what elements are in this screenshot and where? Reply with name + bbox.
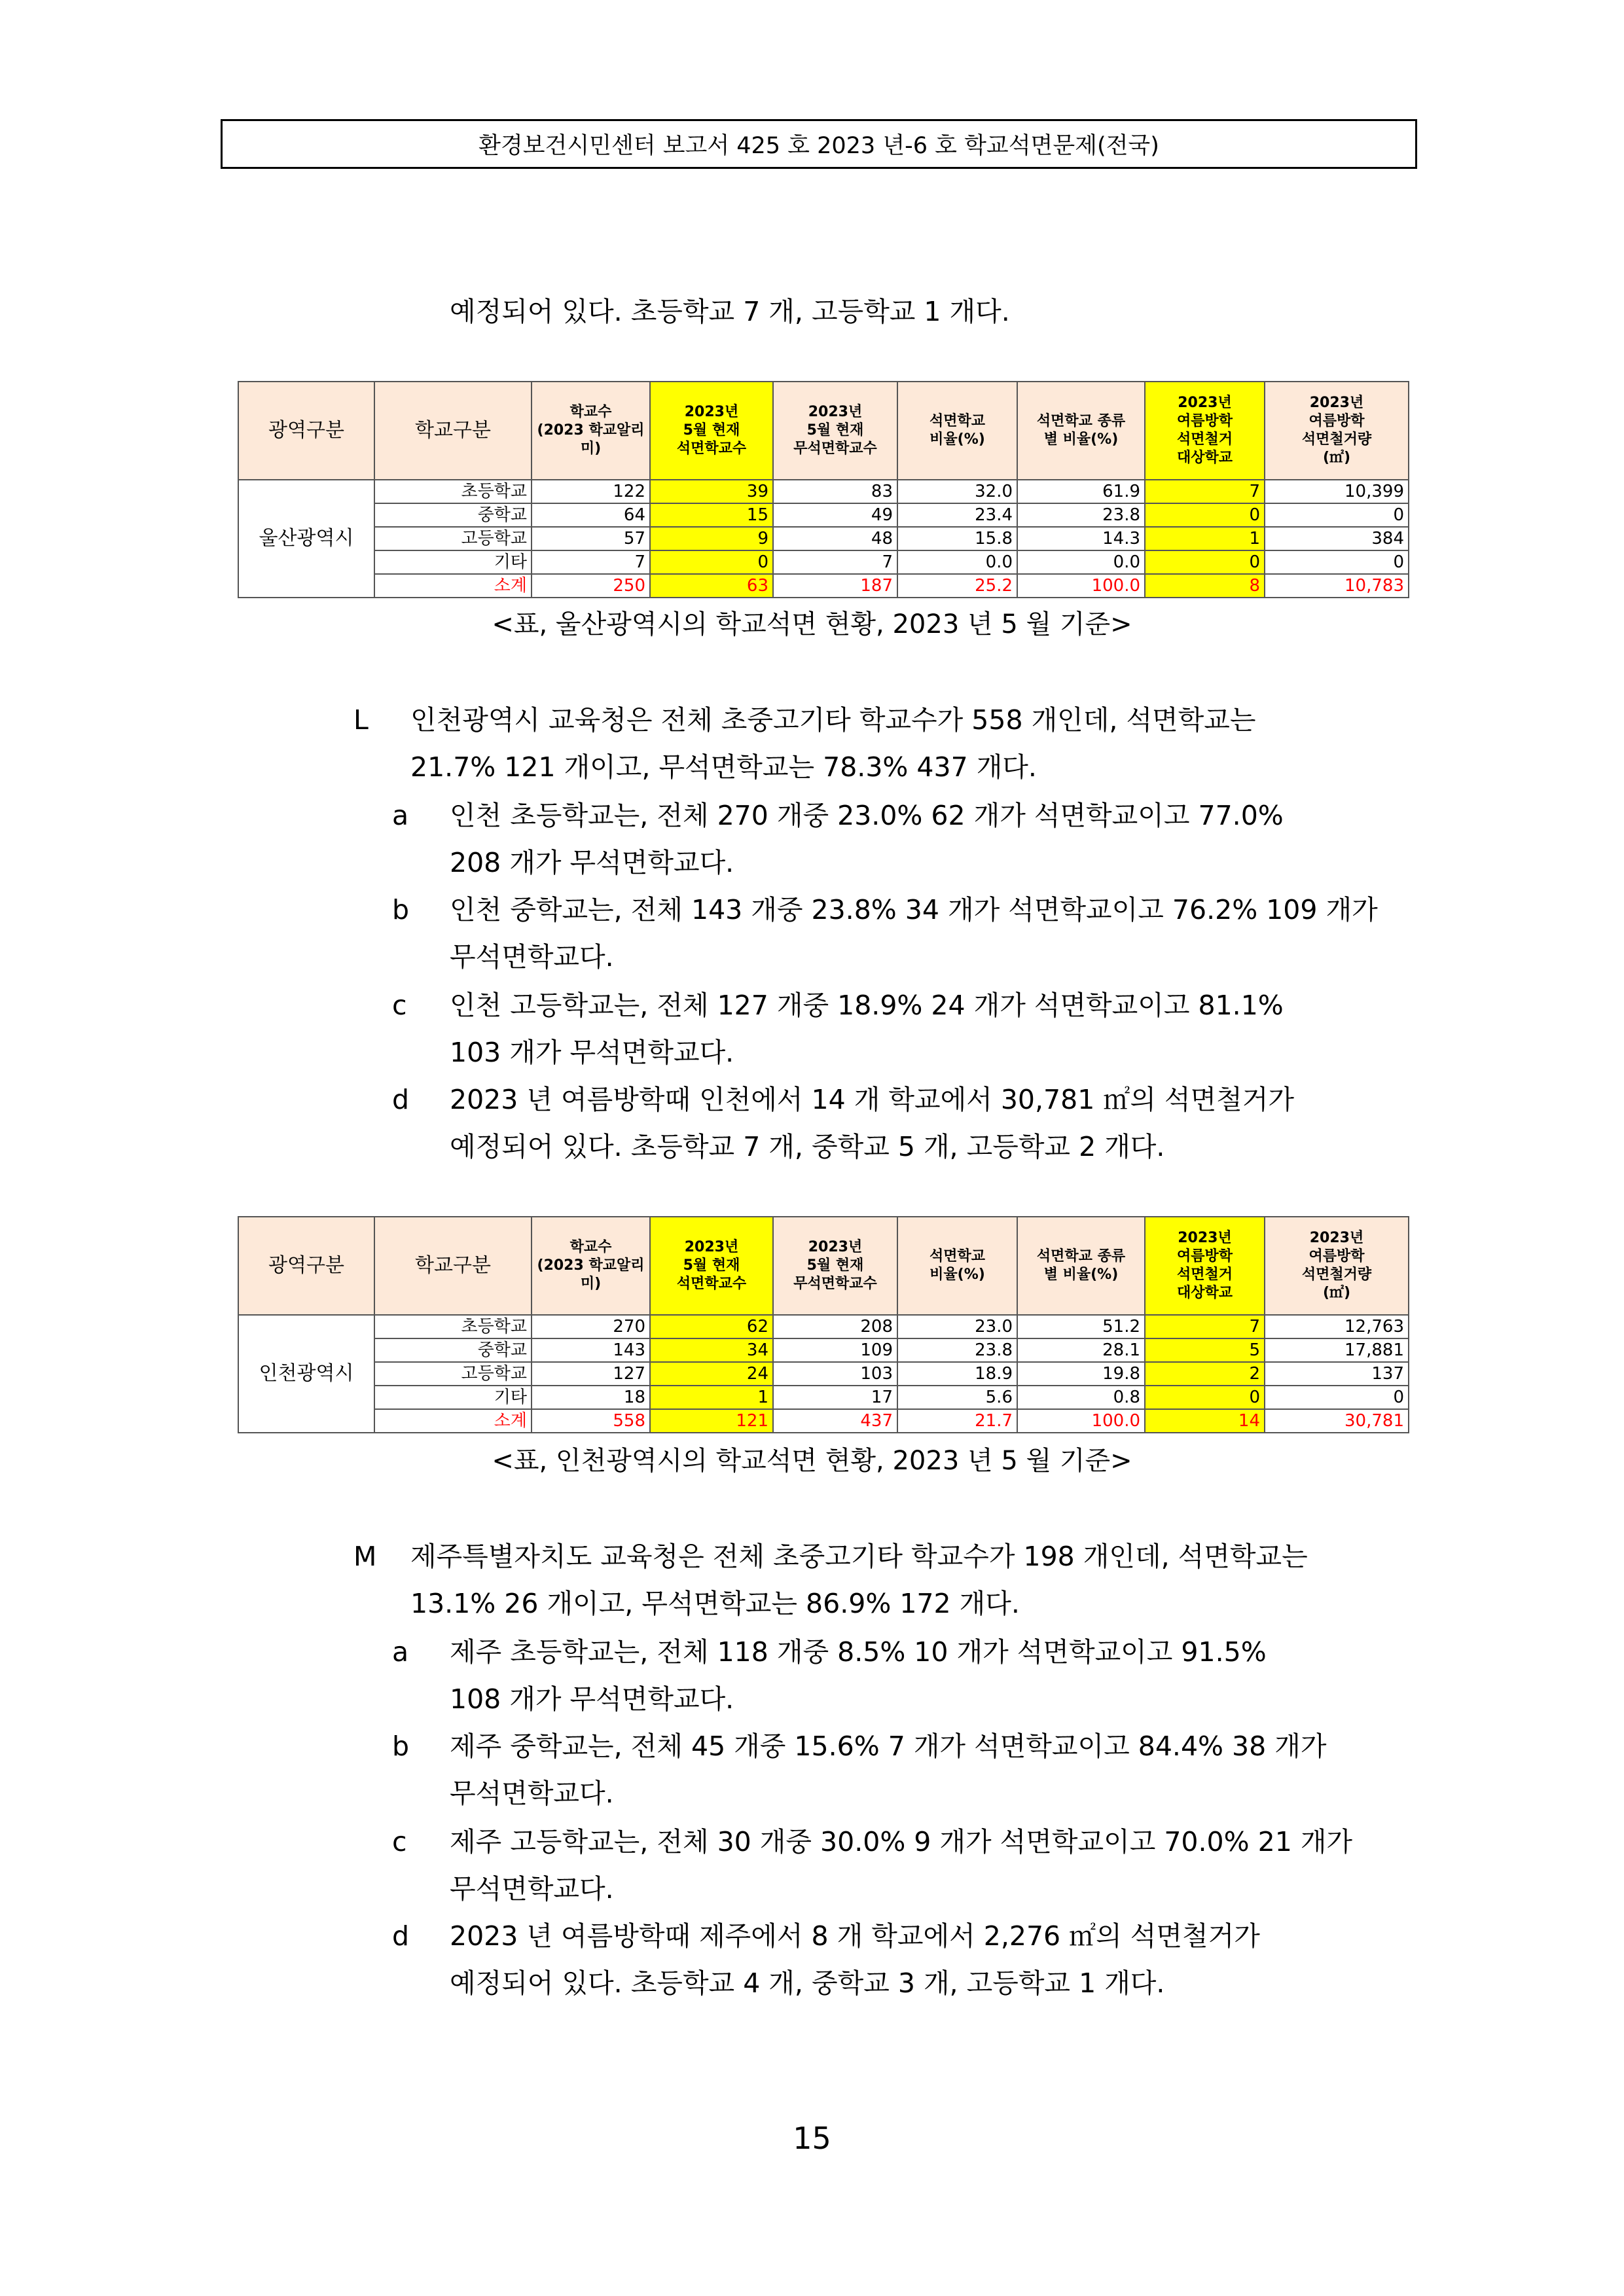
jeju-item-a-marker: a — [392, 1636, 409, 1668]
asbestos-ratio-cell: 32.0 — [897, 480, 1017, 503]
jeju-item-a-line-2: 108 개가 무석면학교다. — [450, 1683, 734, 1715]
nonasbestos-count-cell: 103 — [773, 1362, 897, 1386]
kind-ratio-cell: 100.0 — [1017, 1409, 1145, 1433]
intro-line: 예정되어 있다. 초등학교 7 개, 고등학교 1 개다. — [450, 296, 1010, 327]
total-count-cell: 127 — [532, 1362, 650, 1386]
kind-ratio-cell: 0.0 — [1017, 550, 1145, 574]
asbestos-count-cell: 39 — [650, 480, 773, 503]
kind-ratio-cell: 14.3 — [1017, 527, 1145, 550]
total-count-cell: 558 — [532, 1409, 650, 1433]
removal-target-cell: 7 — [1145, 480, 1265, 503]
removal-amount-cell: 12,763 — [1265, 1315, 1409, 1338]
school-type-cell: 고등학교 — [374, 527, 532, 550]
removal-amount-cell: 137 — [1265, 1362, 1409, 1386]
region-cell: 울산광역시 — [238, 480, 374, 598]
col-kind-ratio-header: 석면학교 종류 별 비율(%) — [1017, 1217, 1145, 1315]
school-type-cell: 초등학교 — [374, 1315, 532, 1338]
jeju-item-d-line-2: 예정되어 있다. 초등학교 4 개, 중학교 3 개, 고등학교 1 개다. — [450, 1967, 1165, 1999]
report-header-text: 환경보건시민센터 보고서 425 호 2023 년-6 호 학교석면문제(전국) — [478, 133, 1159, 159]
col-nonasbestos-header: 2023년 5월 현재 무석면학교수 — [773, 382, 897, 480]
nonasbestos-count-cell: 208 — [773, 1315, 897, 1338]
col-asbestos-header: 2023년 5월 현재 석면학교수 — [650, 1217, 773, 1315]
asbestos-count-cell: 24 — [650, 1362, 773, 1386]
school-type-cell: 소계 — [374, 574, 532, 598]
jeju-item-b-marker: b — [392, 1731, 410, 1762]
col-ratio-header: 석면학교 비율(%) — [897, 382, 1017, 480]
removal-amount-cell: 0 — [1265, 503, 1409, 527]
asbestos-count-cell: 62 — [650, 1315, 773, 1338]
school-type-cell: 소계 — [374, 1409, 532, 1433]
kind-ratio-cell: 0.8 — [1017, 1386, 1145, 1409]
incheon-item-c-marker: c — [392, 990, 407, 1021]
nonasbestos-count-cell: 437 — [773, 1409, 897, 1433]
nonasbestos-count-cell: 17 — [773, 1386, 897, 1409]
removal-target-cell: 5 — [1145, 1338, 1265, 1362]
asbestos-count-cell: 63 — [650, 574, 773, 598]
table-row — [238, 1338, 1409, 1362]
incheon-item-d-marker: d — [392, 1084, 410, 1115]
nonasbestos-count-cell: 187 — [773, 574, 897, 598]
jeju-item-d-line-1: 2023 년 여름방학때 제주에서 8 개 학교에서 2,276 ㎡의 석면철거가 — [450, 1920, 1260, 1952]
removal-target-cell: 2 — [1145, 1362, 1265, 1386]
removal-amount-cell: 0 — [1265, 1386, 1409, 1409]
incheon-summary-line-2: 21.7% 121 개이고, 무석면학교는 78.3% 437 개다. — [410, 751, 1037, 783]
asbestos-ratio-cell: 25.2 — [897, 574, 1017, 598]
nonasbestos-count-cell: 7 — [773, 550, 897, 574]
removal-amount-cell: 10,399 — [1265, 480, 1409, 503]
removal-amount-cell: 17,881 — [1265, 1338, 1409, 1362]
jeju-summary-line-1: 제주특별자치도 교육청은 전체 초중고기타 학교수가 198 개인데, 석면학교는 — [410, 1541, 1308, 1572]
table-row — [238, 503, 1409, 527]
asbestos-ratio-cell: 15.8 — [897, 527, 1017, 550]
kind-ratio-cell: 51.2 — [1017, 1315, 1145, 1338]
school-type-cell: 중학교 — [374, 503, 532, 527]
school-type-cell: 기타 — [374, 1386, 532, 1409]
col-ratio-header: 석면학교 비율(%) — [897, 1217, 1017, 1315]
incheon-item-a-line-1: 인천 초등학교는, 전체 270 개중 23.0% 62 개가 석면학교이고 77.0% — [450, 800, 1284, 831]
nonasbestos-count-cell: 83 — [773, 480, 897, 503]
asbestos-count-cell: 0 — [650, 550, 773, 574]
total-count-cell: 270 — [532, 1315, 650, 1338]
removal-target-cell: 0 — [1145, 550, 1265, 574]
jeju-item-a-line-1: 제주 초등학교는, 전체 118 개중 8.5% 10 개가 석면학교이고 91.5% — [450, 1636, 1267, 1668]
col-amount-header: 2023년 여름방학 석면철거량 (㎡) — [1265, 382, 1409, 480]
section-marker-l: L — [353, 704, 369, 736]
jeju-item-b-line-1: 제주 중학교는, 전체 45 개중 15.6% 7 개가 석면학교이고 84.4% 38 개가 — [450, 1731, 1327, 1762]
school-type-cell: 기타 — [374, 550, 532, 574]
total-count-cell: 143 — [532, 1338, 650, 1362]
table-row — [238, 1362, 1409, 1386]
col-type-header: 학교구분 — [374, 1217, 532, 1315]
total-count-cell: 18 — [532, 1386, 650, 1409]
asbestos-ratio-cell: 23.8 — [897, 1338, 1017, 1362]
jeju-item-c-line-1: 제주 고등학교는, 전체 30 개중 30.0% 9 개가 석면학교이고 70.0% 21 개가 — [450, 1826, 1353, 1857]
incheon-item-c-line-2: 103 개가 무석면학교다. — [450, 1037, 734, 1068]
school-type-cell: 고등학교 — [374, 1362, 532, 1386]
col-type-header: 학교구분 — [374, 382, 532, 480]
nonasbestos-count-cell: 49 — [773, 503, 897, 527]
total-count-cell: 64 — [532, 503, 650, 527]
kind-ratio-cell: 100.0 — [1017, 574, 1145, 598]
removal-amount-cell: 10,783 — [1265, 574, 1409, 598]
table-row — [238, 1409, 1409, 1433]
removal-amount-cell: 384 — [1265, 527, 1409, 550]
asbestos-count-cell: 9 — [650, 527, 773, 550]
incheon-table — [238, 1216, 1409, 1433]
nonasbestos-count-cell: 109 — [773, 1338, 897, 1362]
asbestos-ratio-cell: 5.6 — [897, 1386, 1017, 1409]
nonasbestos-count-cell: 48 — [773, 527, 897, 550]
removal-target-cell: 8 — [1145, 574, 1265, 598]
col-target-header: 2023년 여름방학 석면철거 대상학교 — [1145, 382, 1265, 480]
col-total-header: 학교수 (2023 학교알리 미) — [532, 382, 650, 480]
jeju-summary-line-2: 13.1% 26 개이고, 무석면학교는 86.9% 172 개다. — [410, 1588, 1020, 1619]
table-row — [238, 574, 1409, 598]
asbestos-count-cell: 121 — [650, 1409, 773, 1433]
report-header — [221, 119, 1417, 169]
col-region-header: 광역구분 — [238, 1217, 374, 1315]
incheon-item-b-line-2: 무석면학교다. — [450, 941, 614, 973]
asbestos-ratio-cell: 21.7 — [897, 1409, 1017, 1433]
kind-ratio-cell: 19.8 — [1017, 1362, 1145, 1386]
total-count-cell: 7 — [532, 550, 650, 574]
asbestos-count-cell: 15 — [650, 503, 773, 527]
asbestos-ratio-cell: 0.0 — [897, 550, 1017, 574]
asbestos-count-cell: 34 — [650, 1338, 773, 1362]
ulsan-caption: <표, 울산광역시의 학교석면 현황, 2023 년 5 월 기준> — [492, 609, 1132, 639]
kind-ratio-cell: 23.8 — [1017, 503, 1145, 527]
incheon-item-b-line-1: 인천 중학교는, 전체 143 개중 23.8% 34 개가 석면학교이고 76.2% 109 개가 — [450, 894, 1378, 925]
removal-target-cell: 0 — [1145, 503, 1265, 527]
jeju-item-c-marker: c — [392, 1826, 407, 1857]
school-type-cell: 초등학교 — [374, 480, 532, 503]
incheon-summary-line-1: 인천광역시 교육청은 전체 초중고기타 학교수가 558 개인데, 석면학교는 — [410, 704, 1256, 736]
removal-target-cell: 0 — [1145, 1386, 1265, 1409]
col-region-header: 광역구분 — [238, 382, 374, 480]
region-cell: 인천광역시 — [238, 1315, 374, 1433]
incheon-item-d-line-2: 예정되어 있다. 초등학교 7 개, 중학교 5 개, 고등학교 2 개다. — [450, 1131, 1165, 1162]
jeju-item-d-marker: d — [392, 1920, 410, 1952]
col-total-header: 학교수 (2023 학교알리 미) — [532, 1217, 650, 1315]
asbestos-ratio-cell: 18.9 — [897, 1362, 1017, 1386]
jeju-item-c-line-2: 무석면학교다. — [450, 1873, 614, 1905]
removal-target-cell: 1 — [1145, 527, 1265, 550]
incheon-item-b-marker: b — [392, 894, 410, 925]
incheon-item-a-line-2: 208 개가 무석면학교다. — [450, 847, 734, 878]
table-row — [238, 480, 1409, 503]
incheon-table-body — [238, 1315, 1409, 1433]
asbestos-ratio-cell: 23.4 — [897, 503, 1017, 527]
incheon-item-a-marker: a — [392, 800, 409, 831]
table-row — [238, 527, 1409, 550]
page-number: 15 — [793, 2121, 831, 2156]
school-type-cell: 중학교 — [374, 1338, 532, 1362]
ulsan-table — [238, 381, 1409, 598]
removal-amount-cell: 30,781 — [1265, 1409, 1409, 1433]
kind-ratio-cell: 28.1 — [1017, 1338, 1145, 1362]
asbestos-count-cell: 1 — [650, 1386, 773, 1409]
table-row — [238, 1315, 1409, 1338]
kind-ratio-cell: 61.9 — [1017, 480, 1145, 503]
col-nonasbestos-header: 2023년 5월 현재 무석면학교수 — [773, 1217, 897, 1315]
section-marker-m: M — [353, 1541, 377, 1572]
col-asbestos-header: 2023년 5월 현재 석면학교수 — [650, 382, 773, 480]
total-count-cell: 122 — [532, 480, 650, 503]
asbestos-ratio-cell: 23.0 — [897, 1315, 1017, 1338]
col-kind-ratio-header: 석면학교 종류 별 비율(%) — [1017, 382, 1145, 480]
incheon-item-c-line-1: 인천 고등학교는, 전체 127 개중 18.9% 24 개가 석면학교이고 81.1% — [450, 990, 1284, 1021]
incheon-item-d-line-1: 2023 년 여름방학때 인천에서 14 개 학교에서 30,781 ㎡의 석면철거가 — [450, 1084, 1294, 1115]
table-row — [238, 1386, 1409, 1409]
col-target-header: 2023년 여름방학 석면철거 대상학교 — [1145, 1217, 1265, 1315]
incheon-caption: <표, 인천광역시의 학교석면 현황, 2023 년 5 월 기준> — [492, 1446, 1132, 1476]
total-count-cell: 250 — [532, 574, 650, 598]
total-count-cell: 57 — [532, 527, 650, 550]
removal-target-cell: 14 — [1145, 1409, 1265, 1433]
ulsan-table-body — [238, 480, 1409, 598]
removal-target-cell: 7 — [1145, 1315, 1265, 1338]
col-amount-header: 2023년 여름방학 석면철거량 (㎡) — [1265, 1217, 1409, 1315]
table-row — [238, 550, 1409, 574]
removal-amount-cell: 0 — [1265, 550, 1409, 574]
jeju-item-b-line-2: 무석면학교다. — [450, 1778, 614, 1809]
